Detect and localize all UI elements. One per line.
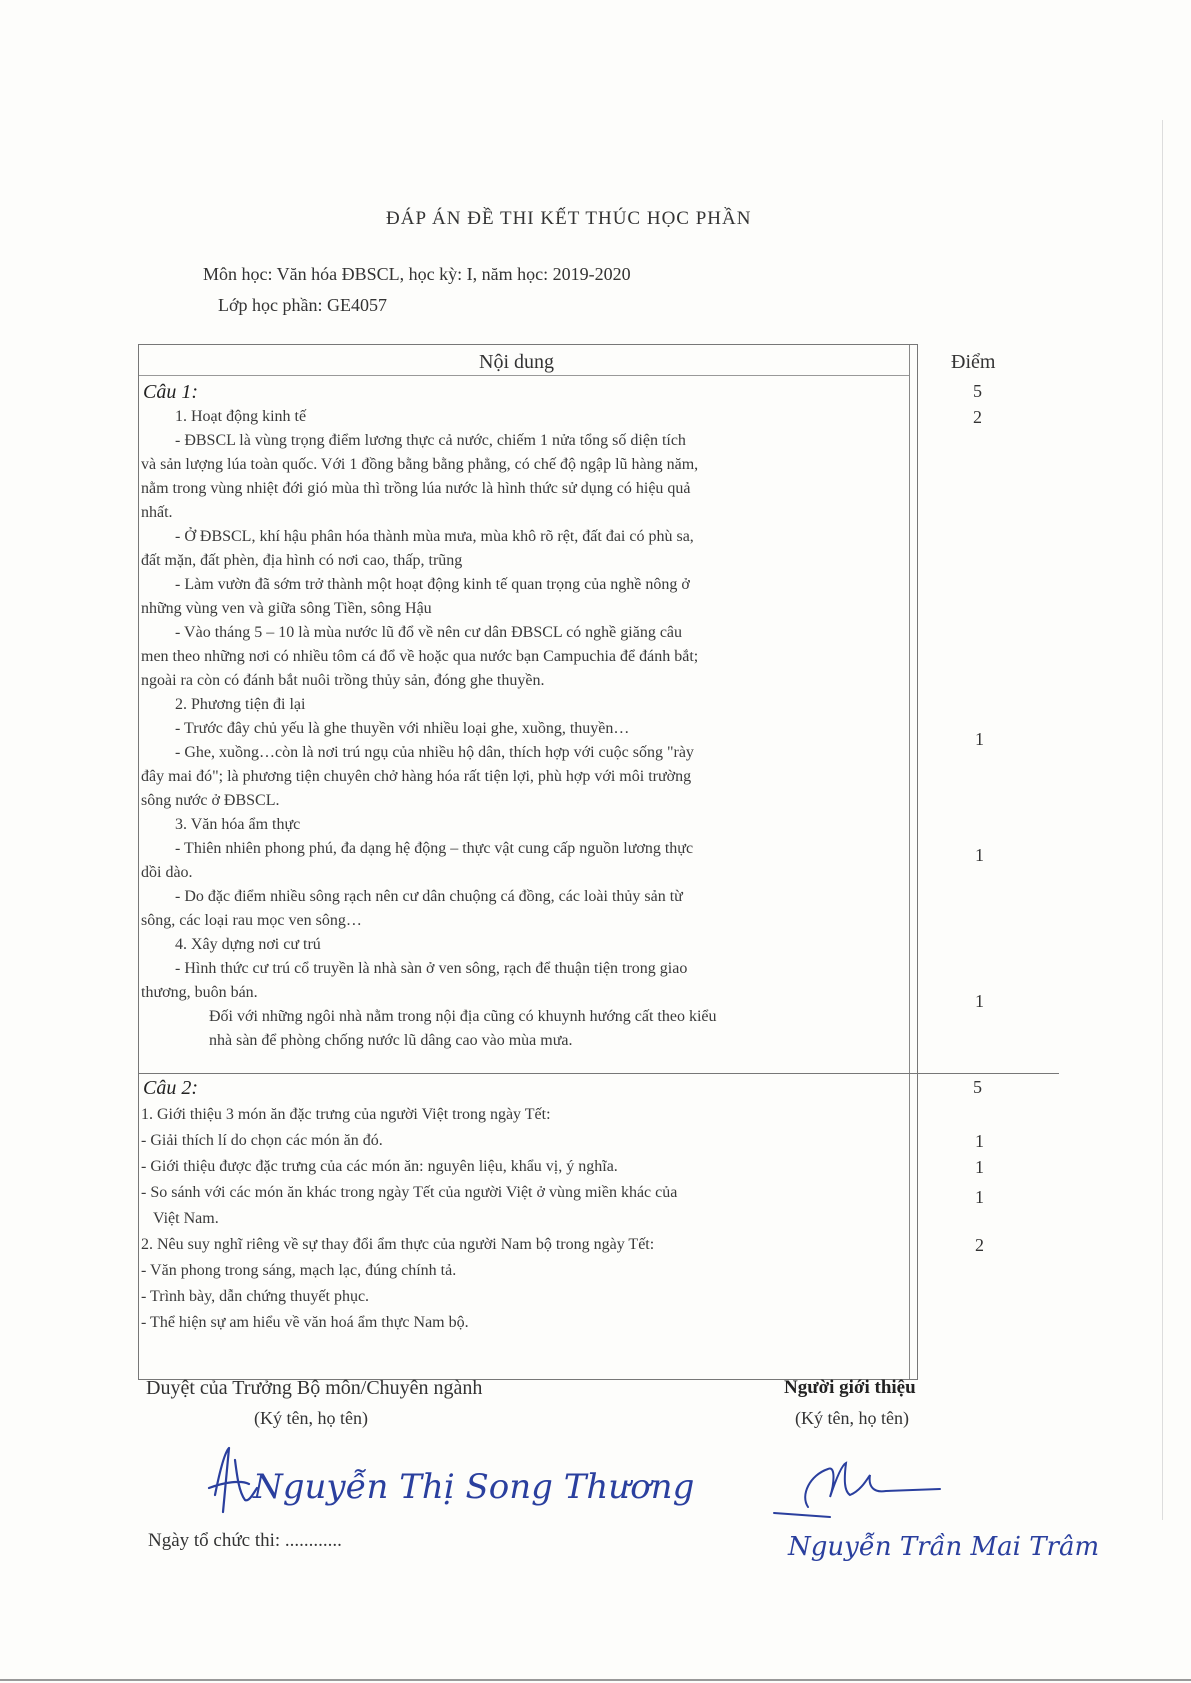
q2-score: 1 [975,1131,984,1151]
q1-total-score: 5 [973,381,982,401]
q1-line: men theo những nơi có nhiều tôm cá đổ về hoặc qua nước bạn Campuchia để đánh bắt; [141,648,699,665]
q2-line: - Giới thiệu được đặc trưng của các món ăn: nguyên liệu, khẩu vị, ý nghĩa. [141,1158,618,1175]
q1-score: 1 [975,991,984,1011]
q1-line: - Trước đây chủ yếu là ghe thuyền với nhiều loại ghe, xuồng, thuyền… [175,720,630,737]
presenter-title: Người giới thiệu [784,1377,916,1398]
subject-line: Môn học: Văn hóa ĐBSCL, học kỳ: I, năm học: 2019-2020 [203,264,631,284]
q1-line: và sản lượng lúa toàn quốc. Với 1 đồng bằng bằng phẳng, có chế độ ngập lũ hàng năm, [141,456,699,473]
q1-line: 1. Hoạt động kinh tế [175,408,307,425]
q1-line: - ĐBSCL là vùng trọng điểm lương thực cả nước, chiếm 1 nửa tổng số diện tích [175,432,686,449]
q1-line: sông nước ở ĐBSCL. [141,792,280,809]
q1-line: - Làm vườn đã sớm trở thành một hoạt động kinh tế quan trọng của nghề nông ở [175,576,690,593]
presenter-hint: (Ký tên, họ tên) [795,1408,909,1428]
q2-line: - Thể hiện sự am hiểu về văn hoá ẩm thực Nam bộ. [141,1314,469,1331]
q2-score: 2 [975,1235,984,1255]
header-rule [139,375,909,376]
q1-line: thương, buôn bán. [141,984,258,1001]
q2-line: 2. Nêu suy nghĩ riêng về sự thay đổi ẩm thực của người Nam bộ trong ngày Tết: [141,1236,655,1253]
page-title: ĐÁP ÁN ĐỀ THI KẾT THÚC HỌC PHẦN [386,208,752,229]
approver-signature [205,1440,695,1525]
approval-title: Duyệt của Trưởng Bộ môn/Chuyên ngành [146,1377,483,1399]
svg-text:Nguyễn Thị Song Thương: Nguyễn Thị Song Thương [253,1467,695,1507]
q1-line: ngoài ra còn có đánh bắt nuôi trồng thủy sản, đóng ghe thuyền. [141,672,545,689]
q1-line: - Do đặc điểm nhiều sông rạch nên cư dân chuộng cá đồng, các loài thủy sản từ [175,888,683,905]
q1-line: 3. Văn hóa ẩm thực [175,816,301,833]
q1-score: 1 [975,729,984,749]
q1-line: 4. Xây dựng nơi cư trú [175,936,321,953]
q2-line: - Trình bày, dẫn chứng thuyết phục. [141,1288,370,1305]
scan-mark [1162,120,1163,1520]
q1-line: những vùng ven và giữa sông Tiền, sông Hậu [141,600,432,617]
q2-line: - Giải thích lí do chọn các món ăn đó. [141,1132,383,1149]
approval-hint: (Ký tên, họ tên) [254,1408,368,1428]
q1-line: 2. Phương tiện đi lại [175,696,306,713]
q1-score: 2 [973,407,982,427]
q2-line: - So sánh với các món ăn khác trong ngày Tết của người Việt ở vùng miền khác của [141,1184,678,1201]
svg-text:Nguyễn Trần Mai Trâm: Nguyễn Trần Mai Trâm [788,1532,1100,1562]
answer-table [138,344,996,1380]
q1-line: - Thiên nhiên phong phú, đa dạng hệ động – thực vật cung cấp nguồn lương thực [175,840,694,857]
q1-line: nằm trong vùng nhiệt đới gió mùa thì trồng lúa nước là hình thức sử dụng có hiệu quả [141,480,691,497]
q1-line: - Ở ĐBSCL, khí hậu phân hóa thành mùa mưa, mùa khô rõ rệt, đất đai có phù sa, [175,528,694,545]
q1-line: đất mặn, đất phèn, địa hình có nơi cao, thấp, trũng [141,552,463,569]
presenter-signature [770,1435,1100,1575]
q1-line: dồi dào. [141,864,193,881]
q1-line: - Hình thức cư trú cổ truyền là nhà sàn ở ven sông, rạch để thuận tiện trong giao [175,960,688,977]
q1-heading: Câu 1: [143,381,198,403]
class-line: Lớp học phần: GE4057 [218,295,387,315]
q1-line: - Vào tháng 5 – 10 là mùa nước lũ đổ về nên cư dân ĐBSCL có nghề giăng câu [175,624,683,641]
q2-score: 1 [975,1157,984,1177]
scan-mark [0,1679,1191,1681]
exam-date: Ngày tổ chức thi: ............ [148,1530,342,1551]
q2-heading: Câu 2: [143,1077,198,1099]
q2-line: - Văn phong trong sáng, mạch lạc, đúng chính tả. [141,1262,457,1279]
score-header: Điểm [951,351,996,373]
q2-line: Việt Nam. [153,1210,219,1227]
q1-line: - Ghe, xuồng…còn là nơi trú ngụ của nhiều hộ dân, thích hợp với cuộc sống "rày [175,744,694,761]
q1-line: sông, các loại rau mọc ven sông… [141,912,362,929]
q1-line: Đối với những ngôi nhà nằm trong nội địa cũng có khuynh hướng cất theo kiểu [209,1008,717,1025]
q1-line: nhà sàn để phòng chống nước lũ dâng cao vào mùa mưa. [209,1032,573,1049]
content-header: Nội dung [479,351,554,373]
q2-line: 1. Giới thiệu 3 món ăn đặc trưng của người Việt trong ngày Tết: [141,1106,551,1123]
column-divider [909,345,910,1379]
q1-line: nhất. [141,504,173,521]
q2-total-score: 5 [973,1077,982,1097]
q2-score: 1 [975,1187,984,1207]
question-2-rule [139,1073,1059,1074]
q1-line: đây mai đó"; là phương tiện chuyên chở hàng hóa rất tiện lợi, phù hợp với môi trường [141,768,692,785]
q1-score: 1 [975,845,984,865]
